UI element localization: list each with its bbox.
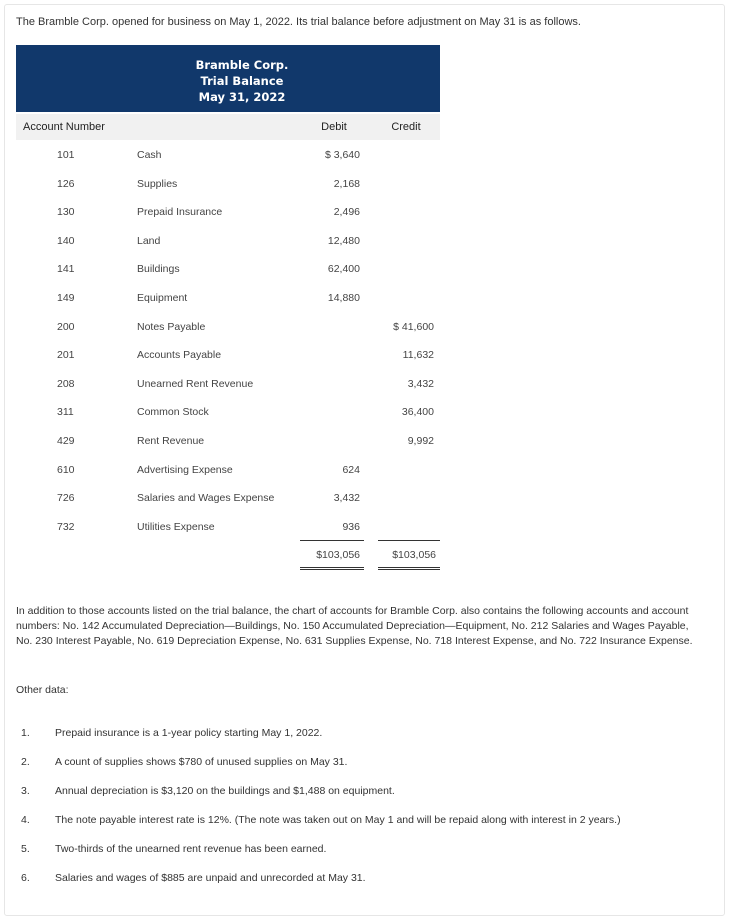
list-item <box>21 725 711 741</box>
item-number: 3. <box>21 785 30 797</box>
account-number: 149 <box>57 292 75 304</box>
debit-total: $103,056 <box>300 540 364 570</box>
account-number: 726 <box>57 492 75 505</box>
account-number: 429 <box>57 435 75 447</box>
table-row <box>16 259 440 279</box>
account-name: Supplies <box>137 177 178 190</box>
table-row <box>16 517 440 537</box>
item-text: The note payable interest rate is 12%. (The note was taken out on May 1 and will be repaid along with interest in 2 years.) <box>55 814 621 826</box>
table-row <box>16 202 440 222</box>
table-row <box>16 460 440 480</box>
list-item <box>21 841 711 857</box>
account-number: 141 <box>57 263 75 276</box>
account-number: 200 <box>57 320 75 333</box>
debit-amount: $ 3,640 <box>324 149 360 161</box>
table-row <box>16 231 440 251</box>
table-row <box>16 145 440 165</box>
debit-amount: 62,400 <box>327 263 360 276</box>
list-item <box>21 870 711 886</box>
list-item <box>21 783 711 799</box>
other-data-label: Other data: <box>16 684 69 696</box>
item-text: Annual depreciation is $3,120 on the buildings and $1,488 on equipment. <box>55 785 395 797</box>
account-name: Buildings <box>137 263 180 276</box>
account-number: 201 <box>57 349 75 362</box>
intro-text: The Bramble Corp. opened for business on May 1, 2022. Its trial balance before adjustment on May 31 is as follows. <box>16 16 581 28</box>
item-number: 4. <box>21 814 30 826</box>
account-name: Utilities Expense <box>137 520 215 533</box>
table-row <box>16 431 440 451</box>
statement-date: May 31, 2022 <box>198 90 286 104</box>
credit-total: $103,056 <box>378 540 440 570</box>
table-row <box>16 402 440 422</box>
debit-amount: 14,880 <box>327 292 360 304</box>
debit-amount: 2,168 <box>333 177 360 190</box>
account-name: Land <box>137 234 161 247</box>
totals-row <box>16 540 440 570</box>
debit-amount: 3,432 <box>333 492 360 505</box>
debit-amount: 12,480 <box>327 234 360 247</box>
account-number: 208 <box>57 377 75 390</box>
account-name: Accounts Payable <box>137 349 222 362</box>
account-number-header: Account Number <box>16 114 296 140</box>
list-item <box>21 812 711 828</box>
chart-of-accounts-paragraph: In addition to those accounts listed on the trial balance, the chart of accounts for Bramble Corp. also contains the following accounts and account numbers: No. 142 Accumulated Depreciation—Buildings, No. 150 Accumulated Depreciation—Equipment, No. 212 Salaries and Wages Payable, No. 230 Interest Payable, No. 619 Depreciation Expense, No. 631 Supplies Expense, No. 718 Interest Expense, and No. 722 Insurance Expense. <box>16 605 693 647</box>
account-number: 130 <box>57 206 75 219</box>
credit-amount: $ 41,600 <box>393 320 434 333</box>
account-name: Equipment <box>137 292 188 304</box>
table-row <box>16 317 440 337</box>
credit-amount: 36,400 <box>401 406 434 419</box>
item-text: Prepaid insurance is a 1-year policy starting May 1, 2022. <box>55 727 323 739</box>
account-number: 311 <box>57 406 74 419</box>
item-number: 5. <box>21 843 30 855</box>
account-number: 140 <box>57 234 75 247</box>
debit-amount: 936 <box>342 520 360 533</box>
credit-header: Credit <box>372 114 440 140</box>
credit-amount: 9,992 <box>407 435 434 447</box>
company-name: Bramble Corp. <box>195 58 289 72</box>
account-name: Cash <box>137 149 162 161</box>
debit-header: Debit <box>300 114 368 140</box>
account-name: Prepaid Insurance <box>137 206 223 219</box>
account-name: Unearned Rent Revenue <box>137 377 254 390</box>
item-number: 1. <box>21 727 30 739</box>
account-name: Salaries and Wages Expense <box>137 492 275 505</box>
table-row <box>16 174 440 194</box>
account-name: Notes Payable <box>137 320 206 333</box>
statement-title: Trial Balance <box>200 74 284 88</box>
item-text: A count of supplies shows $780 of unused supplies on May 31. <box>55 756 348 768</box>
table-row <box>16 374 440 394</box>
account-number: 732 <box>57 520 75 533</box>
item-number: 2. <box>21 756 30 768</box>
trial-balance-header <box>16 45 440 112</box>
table-row <box>16 288 440 308</box>
item-text: Two-thirds of the unearned rent revenue has been earned. <box>55 843 327 855</box>
debit-amount: 624 <box>342 463 360 476</box>
account-name: Advertising Expense <box>137 463 233 476</box>
credit-amount: 3,432 <box>407 377 434 390</box>
account-number: 610 <box>57 463 75 476</box>
account-name: Common Stock <box>137 406 209 419</box>
account-number: 126 <box>57 177 75 190</box>
table-row <box>16 345 440 365</box>
debit-amount: 2,496 <box>333 206 360 219</box>
list-item <box>21 754 711 770</box>
item-text: Salaries and wages of $885 are unpaid and unrecorded at May 31. <box>55 872 366 884</box>
account-name: Rent Revenue <box>137 435 205 447</box>
account-number: 101 <box>57 149 75 161</box>
credit-amount: 11,632 <box>402 349 434 362</box>
table-row <box>16 488 440 508</box>
item-number: 6. <box>21 872 30 884</box>
